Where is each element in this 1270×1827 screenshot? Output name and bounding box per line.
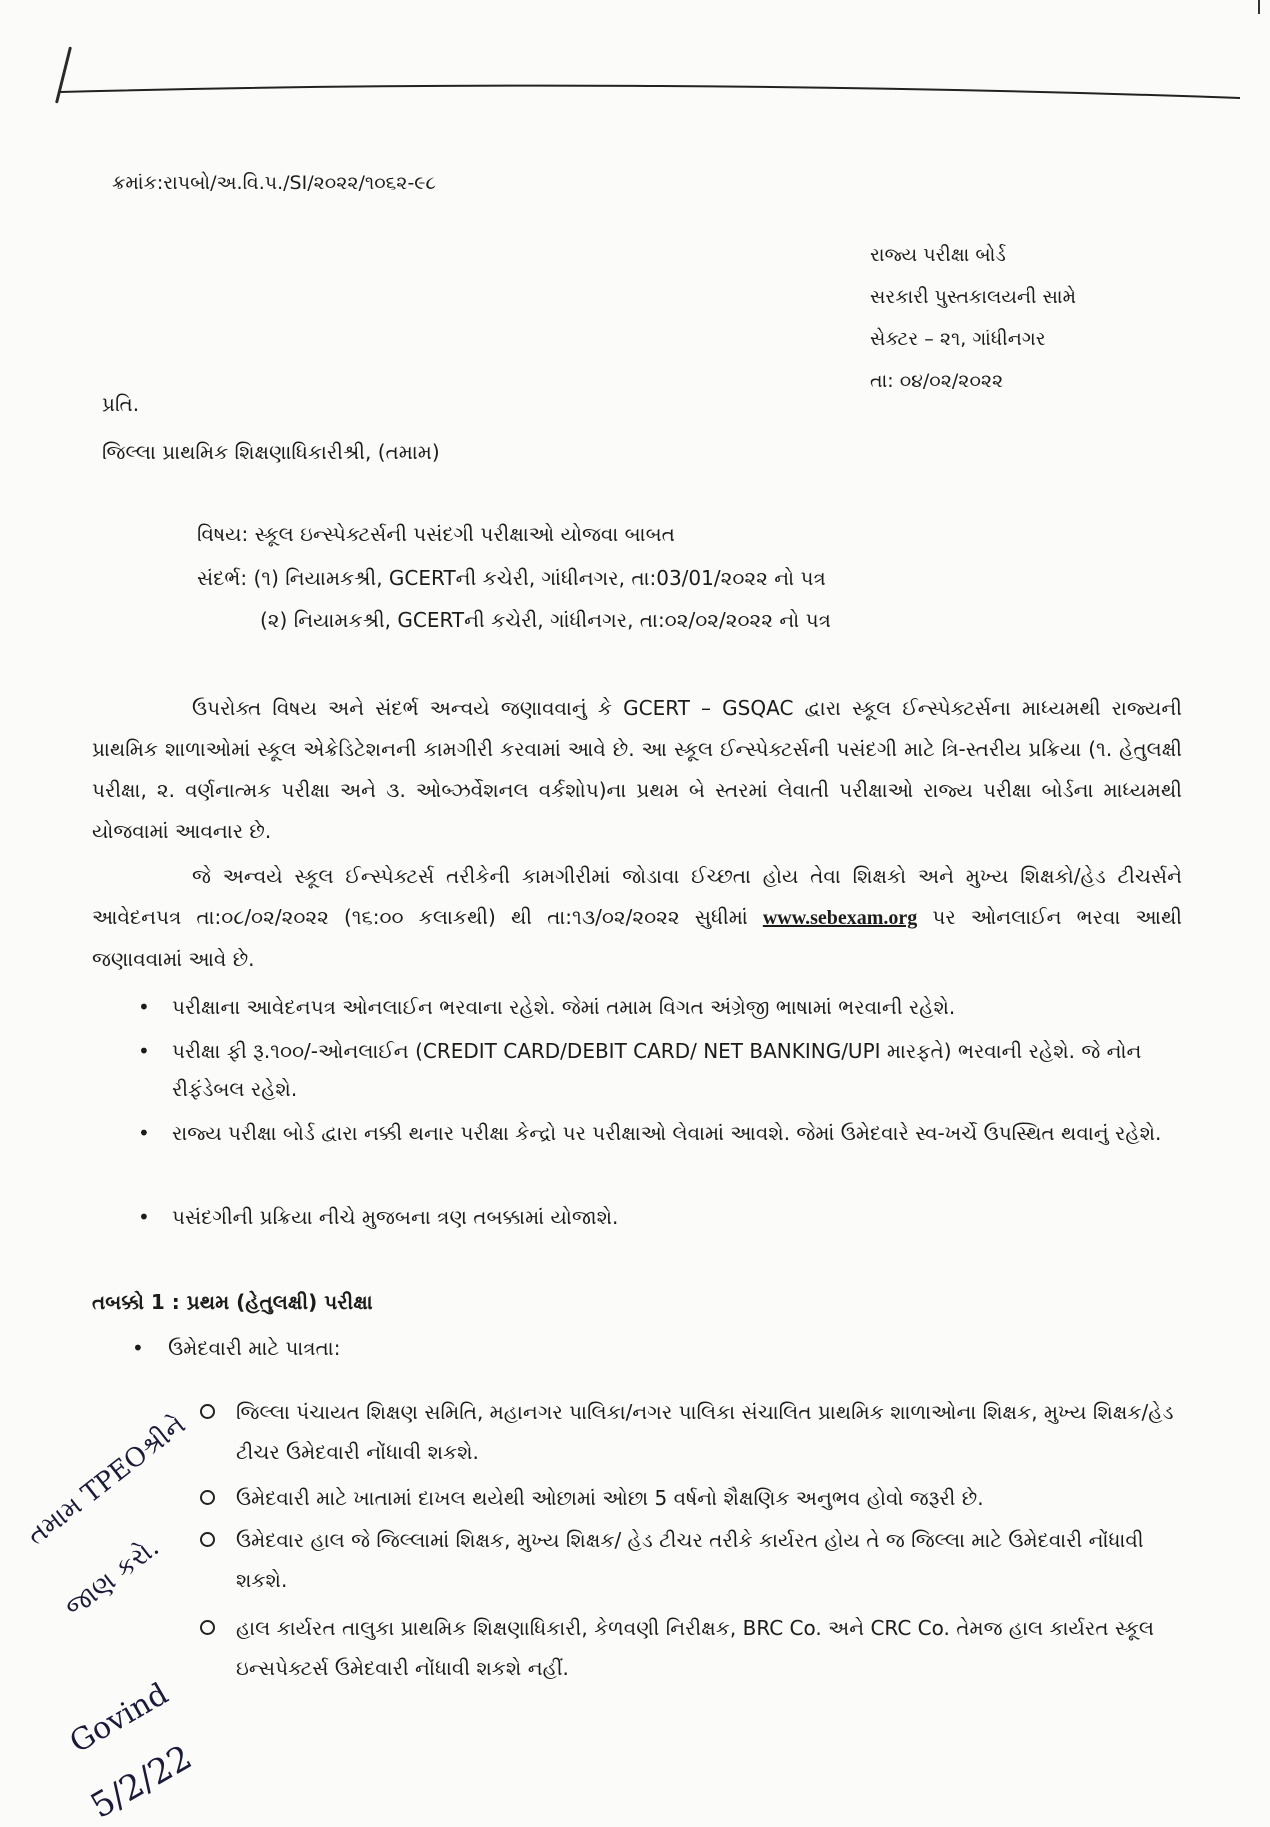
bullet-dot-icon: • xyxy=(138,1121,150,1145)
address-line-3: સેક્ટર – ૨૧, ગાંધીનગર xyxy=(870,328,1046,350)
eligibility-text: ઉમેદવાર હાલ જે જિલ્લામાં શિક્ષક, મુખ્ય શિક્ષક/ હેડ ટીચર તરીકે કાર્યરત હોય તે જ જિલ્લા માટે ઉમેદવારી નોંધાવી શકશે. xyxy=(236,1528,1144,1592)
handwritten-note-line-1: તમામ TPEOશ્રીને xyxy=(22,1409,192,1552)
handwritten-note-line-2: જાણ કરો. xyxy=(60,1532,165,1624)
eligibility-text: હાલ કાર્યરત તાલુકા પ્રાથમિક શિક્ષણાધિકારી, કેળવણી નિરીક્ષક, BRC Co. અને CRC Co. તેમજ હાલ કાર્યરત સ્કૂલ ઇન્સપેક્ટર્સ ઉમેદવારી નોંધાવી શકશે નહીં. xyxy=(236,1616,1154,1680)
eligibility-label-item xyxy=(132,1336,340,1360)
bullet-text: પરીક્ષાના આવેદનપત્ર ઓનલાઈન ભરવાના રહેશે. જેમાં તમામ વિગત અંગ્રેજી ભાષામાં ભરવાની રહેશે. xyxy=(172,995,956,1019)
handwritten-signature: Govind xyxy=(64,1676,175,1761)
recipient: જિલ્લા પ્રાથમિક શિક્ષણાધિકારીશ્રી, (તમામ) xyxy=(102,440,440,464)
eligibility-text: જિલ્લા પંચાયત શિક્ષણ સમિતિ, મહાનગર પાલિકા/નગર પાલિકા સંચાલિત પ્રાથમિક શાળાઓના શિક્ષક, મુખ્ય શિક્ષક/હેડ ટીચર ઉમેદવારી નોંધાવી શકશે. xyxy=(236,1400,1174,1464)
scan-edge-mark xyxy=(1258,0,1260,14)
bullet-text: રાજ્ય પરીક્ષા બોર્ડ દ્વારા નક્કી થનાર પરીક્ષા કેન્દ્રો પર પરીક્ષાઓ લેવામાં આવશે. જેમાં ઉમેદવારે સ્વ-ખર્ચે ઉપસ્થિત થવાનું રહેશે. xyxy=(172,1121,1162,1145)
reference-2: (૨) નિયામકશ્રી, GCERTની કચેરી, ગાંધીનગર, તા:૦૨/૦૨/૨૦૨૨ નો પત્ર xyxy=(260,608,831,632)
letter-number: ક્રમાંક:રાપબો/અ.વિ.પ./SI/૨૦૨૨/૧૦૬૨-૯૮ xyxy=(112,172,437,194)
bullet-dot-icon: • xyxy=(132,1336,144,1360)
reference-1: સંદર્ભ: (૧) નિયામકશ્રી, GCERTની કચેરી, ગાંધીનગર, તા:03/01/૨૦૨૨ નો પત્ર xyxy=(197,566,826,590)
salutation-to: પ્રતિ. xyxy=(102,392,140,416)
paragraph-2-before: જે અન્વયે સ્કૂલ ઈન્સ્પેક્ટર્સ તરીકેની કામગીરીમાં જોડાવા ઈચ્છતા હોય તેવા શિક્ષકો અને મુખ્ય શિક્ષકો/હેડ ટીચર્સને આવેદનપત્ર તા:૦૮/૦૨/૨૦૨૨ (૧૬:૦૦ કલાકથી) થી તા:૧૩/૦૨/૨૦૨૨ સુધીમાં xyxy=(92,864,1182,929)
bullet-dot-icon: • xyxy=(138,995,150,1019)
sebexam-link[interactable]: www.sebexam.org xyxy=(762,907,918,929)
address-line-1: રાજ્ય પરીક્ષા બોર્ડ xyxy=(870,244,1006,266)
bullet-text: પરીક્ષા ફી રૂ.૧૦૦/-ઓનલાઈન (CREDIT CARD/DEBIT CARD/ NET BANKING/UPI મારફતે) ભરવાની રહેશે. જે નોન રીફંડેબલ રહેશે. xyxy=(172,1039,1142,1101)
eligibility-text: ઉમેદવારી માટે ખાતામાં દાખલ થયેથી ઓછામાં ઓછા 5 વર્ષનો શૈક્ષણિક અનુભવ હોવો જરૂરી છે. xyxy=(236,1486,984,1510)
bullet-dot-icon: • xyxy=(138,1205,150,1229)
header-rule xyxy=(60,82,1240,112)
stage-1-heading: તબક્કો 1 : પ્રથમ (હેતુલક્ષી) પરીક્ષા xyxy=(92,1290,373,1314)
circle-bullet-icon xyxy=(200,1532,215,1547)
paragraph-1-text: ઉપરોક્ત વિષય અને સંદર્ભ અન્વયે જણાવવાનું કે GCERT – GSQAC દ્વારા સ્કૂલ ઈન્સ્પેક્ટર્સના માધ્યમથી રાજ્યની પ્રાથમિક શાળાઓમાં સ્કૂલ એક્રેડિટેશનની કામગીરી કરવામાં આવે છે. આ સ્કૂલ ઈન્સ્પેક્ટર્સની પસંદગી માટે ત્રિ-સ્તરીય પ્રક્રિયા (૧. હેતુલક્ષી પરીક્ષા, ૨. વર્ણનાત્મક પરીક્ષા અને ૩. ઓબ્ઝર્વેશનલ વર્કશોપ)ના પ્રથમ બે સ્તરમાં લેવાતી પરીક્ષાઓ રાજ્ય પરીક્ષા બોર્ડના માધ્યમથી યોજવામાં આવનાર છે. xyxy=(92,696,1182,843)
paragraph-2 xyxy=(92,856,1182,980)
circle-bullet-icon xyxy=(200,1404,215,1419)
paragraph-2-after: પર ઓનલાઈન ભરવા આથી જણાવવામાં આવે છે. xyxy=(92,905,1183,971)
circle-bullet-icon xyxy=(200,1620,215,1635)
paragraph-1 xyxy=(92,688,1182,852)
bullet-dot-icon: • xyxy=(138,1039,150,1063)
letter-date: તા: ૦૪/૦૨/૨૦૨૨ xyxy=(870,370,1004,392)
circle-bullet-icon xyxy=(200,1490,215,1505)
subject-line: વિષય: સ્કૂલ ઇન્સ્પેક્ટર્સની પસંદગી પરીક્ષાઓ યોજવા બાબત xyxy=(197,522,675,546)
eligibility-label: ઉમેદવારી માટે પાત્રતા: xyxy=(168,1336,341,1360)
address-line-2: સરકારી પુસ્તકાલયની સામે xyxy=(870,286,1076,308)
bullet-text: પસંદગીની પ્રક્રિયા નીચે મુજબના ત્રણ તબક્કામાં યોજાશે. xyxy=(172,1205,619,1229)
handwritten-date: 5/2/22 xyxy=(84,1737,199,1827)
sender-address xyxy=(870,234,1076,402)
